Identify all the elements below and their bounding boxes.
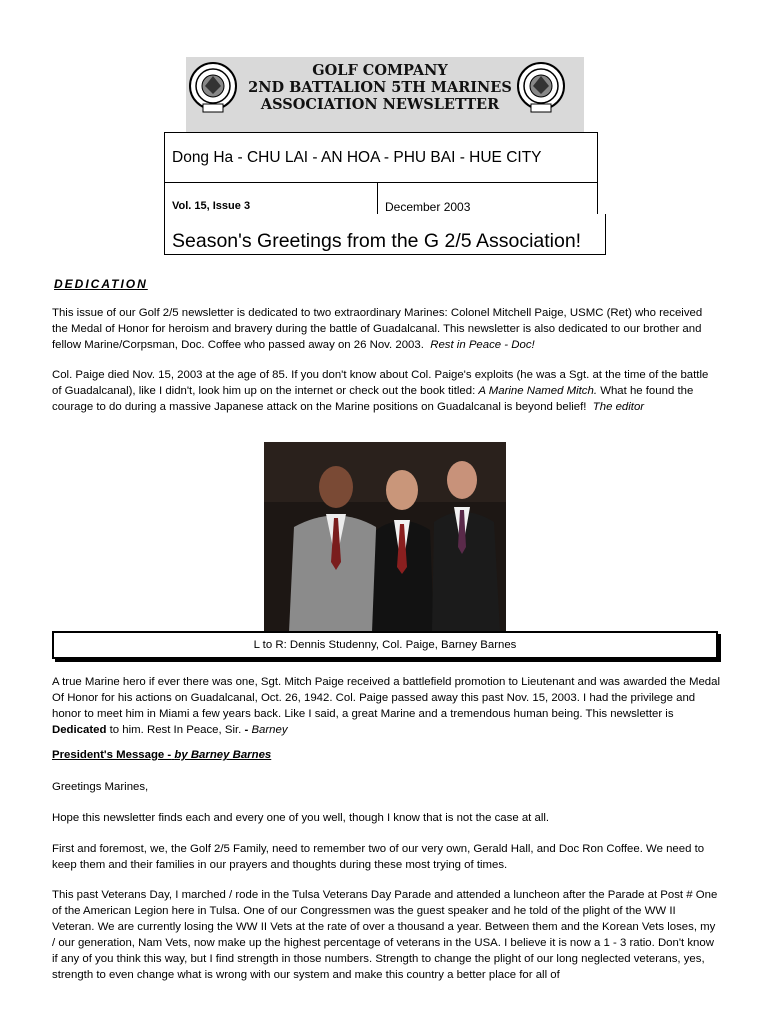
dedication-p1-italic: Rest in Peace - Doc! <box>430 339 535 351</box>
photo-caption: L to R: Dennis Studenny, Col. Paige, Barney Barnes <box>253 639 517 651</box>
volume-box <box>164 182 379 216</box>
masthead-line-2: 2ND BATTALION 5TH MARINES <box>248 79 512 96</box>
tribute-text-2: to him. Rest In Peace, Sir. <box>109 724 242 736</box>
volume-text: Vol. 15, Issue 3 <box>172 200 251 212</box>
president-heading-text: President's Message - <box>52 749 172 761</box>
photo-caption-box <box>52 631 718 659</box>
masthead <box>186 57 584 132</box>
tribute-paragraph <box>52 674 720 738</box>
masthead-line-3: ASSOCIATION NEWSLETTER <box>260 96 500 113</box>
masthead-title <box>246 62 514 113</box>
masthead-line-1: GOLF COMPANY <box>312 62 448 79</box>
president-byline: by Barney Barnes <box>174 749 272 761</box>
tribute-dash: - <box>244 724 249 736</box>
marine-seal-icon <box>516 60 566 114</box>
date-text: December 2003 <box>385 200 471 214</box>
date-box <box>377 182 598 216</box>
president-greeting: Greetings Marines, <box>52 781 149 793</box>
president-paragraph-3: This past Veterans Day, I marched / rode in the Tulsa Veterans Day Parade and attended a luncheon after the Parade at Post # One of the American Legion here in Tulsa. One of our Congressmen was the guest speaker and he told of the plight of the WW II Veteran. We are currently losing the WW II Vets at the rate of over a thousand a year. Between them and the Korean Vets loses, my / our generation, Nam Vets, now make up the highest percentage of veterans in the USA. I believe it is now a 1 - 3 ratio. Don't know if any of you think this way, but I find strength in those numbers. Strength to change the plight of our long neglected veterans, yes, strength to even change what is wrong with our system and make this country a better place for all of <box>52 889 718 981</box>
dedication-paragraph-1 <box>52 305 720 353</box>
dedication-paragraph-2 <box>52 367 720 415</box>
tribute-dedicated: Dedicated <box>52 724 107 736</box>
cities-box <box>164 132 598 184</box>
dedication-p2-text: Col. Paige died Nov. 15, 2003 at the age of 85. If you don't know about Col. Paige's exploits (he was a Sgt. at the time of the battle of Guadalcanal), like I didn't, look him up on the internet or check out the book titled: <box>52 369 709 397</box>
group-photo-drawing <box>264 442 506 632</box>
dedication-p1-text: This issue of our Golf 2/5 newsletter is dedicated to two extraordinary Marines: Colonel Mitchell Paige, USMC (Ret) who received the Medal of Honor for heroism and bravery during the battle of Guadalcanal. This newsletter is also dedicated to our brother and fellow Marine/Corpsman, Doc. Coffee who passed away on 26 Nov. 2003. <box>52 307 703 351</box>
headline-box <box>164 214 606 255</box>
book-title: A Marine Named Mitch. <box>478 385 598 397</box>
tribute-text: A true Marine hero if ever there was one, Sgt. Mitch Paige received a battlefield promotion to Lieutenant and was awarded the Medal Of Honor for his actions on Guadalcanal, Oct. 26, 1942. Col. Paige passed away this past Nov. 15, 2003. I had the privilege and honor to meet him in Miami a few years back. Like I said, a great Marine and a tremendous human being. This newsletter is <box>52 676 721 720</box>
president-paragraph-2: First and foremost, we, the Golf 2/5 Family, need to remember two of our very own, Gerald Hall, and Doc Ron Coffee. We need to keep them and their families in our prayers and thoughts during these most trying of times. <box>52 843 705 871</box>
editor-signature: The editor <box>592 401 645 413</box>
tribute-signature: Barney <box>251 724 288 736</box>
headline: Season's Greetings from the G 2/5 Association! <box>172 230 582 252</box>
group-photo <box>264 442 506 632</box>
cities-text: Dong Ha - CHU LAI - AN HOA - PHU BAI - HUE CITY <box>172 149 542 166</box>
marine-seal-icon <box>188 60 238 114</box>
president-heading <box>52 749 271 761</box>
dedication-heading: DEDICATION <box>54 277 148 291</box>
president-paragraph-1: Hope this newsletter finds each and every one of you well, though I know that is not the case at all. <box>52 812 550 824</box>
dedication-p2-text-2: What he found the courage to do during a massive Japanese attack on the Marine positions on Guadalcanal is beyond belief! <box>52 385 694 413</box>
